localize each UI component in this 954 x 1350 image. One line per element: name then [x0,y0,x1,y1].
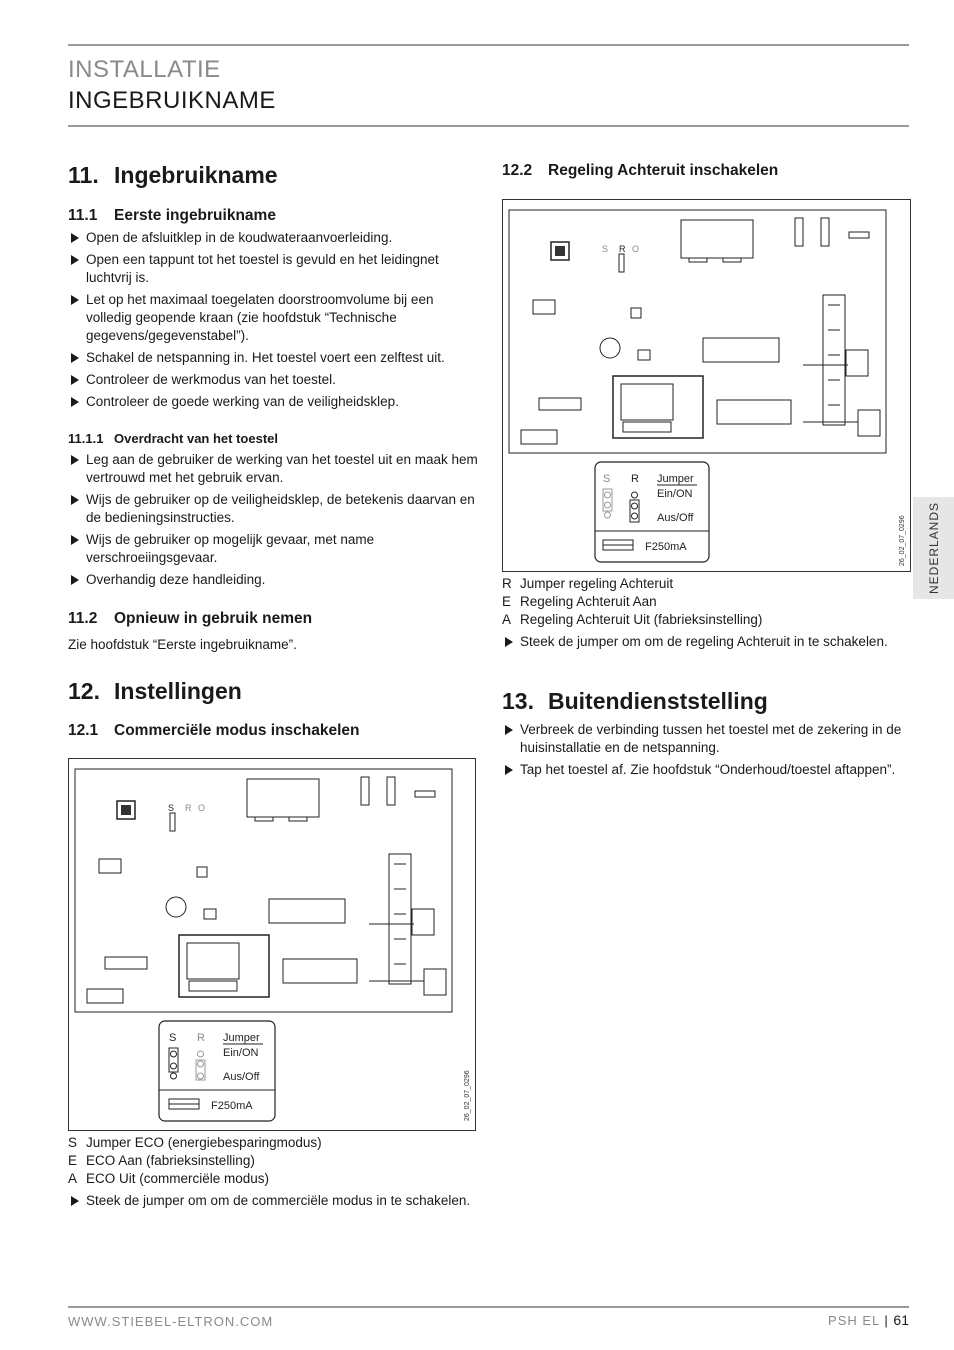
legend-item: E Regeling Achteruit Aan [502,594,657,609]
pcb-part [415,791,435,797]
legend-item: R Jumper regeling Achteruit [502,576,674,591]
list-item: Controleer de goede werking van de veiligheidsklep. [68,393,478,411]
language-tab [913,497,954,599]
pcb-part [689,258,707,262]
board-fuse [189,981,237,991]
section-12-1-heading: 12.1 Commerciële modus inschakelen [68,722,360,739]
pcb-connector [539,398,581,410]
pcb-part [638,350,650,360]
list-item: Overhandig deze handleiding. [68,571,478,589]
header-bottom-rule [68,125,909,127]
jumper-pin [605,502,611,508]
pcb-part [795,218,803,246]
legend-item: S Jumper ECO (energiebesparingmodus) [68,1135,322,1150]
pcb-part [197,867,207,877]
footer-url: WWW.STIEBEL-ELTRON.COM [68,1314,274,1329]
section-11-1 [68,207,478,415]
microchip-core [121,805,131,815]
legend-item: E ECO Aan (fabrieksinstelling) [68,1153,255,1168]
list-item: Wijs de gebruiker op de veiligheidsklep, de betekenis daarvan en de bedieningsinstructies. [68,491,478,527]
list-item: Let op het maximaal toegelaten doorstroomvolume bij een volledig geopende kraan (zie hoofdstuk “Technische gegevens/gegevenstabel”). [68,291,478,345]
legend-item: A Regeling Achteruit Uit (fabrieksinstelling) [502,612,763,627]
detail-jumper-label: Jumper [657,473,694,485]
pcb-relay [269,899,345,923]
list-item: Open de afsluitklep in de koudwateraanvoerleiding. [68,229,478,247]
pcb-part [255,817,273,821]
list-item: Steek de jumper om om de commerciële modus in te schakelen. [68,1192,478,1210]
board-fuse [623,422,671,432]
pcb-part [631,308,641,318]
board-jumper-inner [621,384,673,420]
section-11-heading: 11. Ingebruikname [68,162,278,188]
footer-rule [68,1306,909,1308]
pcb-wire [369,924,424,981]
pcb-part [361,777,369,805]
section-11-1-1-heading: 11.1.1 Overdracht van het toestel [68,431,278,446]
pcb-part [521,430,557,444]
jumper-pin [632,492,638,498]
jumper-pin [171,1051,177,1057]
section-12-1-list [68,1192,478,1210]
section-13-list [502,721,907,779]
section-11-2 [68,610,478,654]
pcb-terminals [394,864,406,964]
figure-reverse-jumper [502,199,911,572]
pcb-connector [846,350,868,376]
figure-reverse-legend [502,575,907,655]
pcb-connector [858,410,880,436]
pcb-connector [424,969,446,995]
circuit-board-diagram [503,200,910,571]
pcb-part [289,817,307,821]
jumper-pin [198,1073,204,1079]
detail-off-label: Aus/Off [657,512,694,524]
board-jumper-r [619,254,624,272]
pcb-relay [703,338,779,362]
jumper-s-on [169,1048,178,1072]
board-label-r: R [185,803,192,813]
microchip-core [555,246,565,256]
board-jumper-s [170,813,175,831]
detail-label-r: R [197,1032,205,1044]
footer-separator: | [879,1313,894,1328]
jumper-pin [632,503,638,509]
footer-product: PSH EL [828,1313,880,1328]
list-item: Verbreek de verbinding tussen het toestel met de zekering in de huisinstallatie en de netspanning. [502,721,907,757]
pcb-part [849,232,869,238]
section-11-1-1-list [68,451,478,589]
section-12-2-title [502,162,912,180]
section-11-2-heading: 11.2 Opnieuw in gebruik nemen [68,610,313,627]
circuit-board-diagram [69,759,475,1130]
section-11-1-1 [68,431,478,593]
pcb-connector [412,909,434,935]
header-section-title: INSTALLATIE [68,56,221,83]
figure-code: 26_02_07_0296 [464,1070,471,1121]
footer-page-number: 61 [893,1312,909,1328]
jumper-pin [198,1061,204,1067]
section-12-heading: 12. Instellingen [68,678,242,704]
detail-fuse-label: F250mA [645,541,687,553]
display-window [681,220,753,258]
pcb-part [723,258,741,262]
pcb-part [533,300,555,314]
pcb-connector [105,957,147,969]
section-12-2-heading: 12.2 Regeling Achteruit inschakelen [502,162,779,179]
board-jumper-panel [613,376,703,438]
section-12 [68,678,478,705]
figure-code: 26_02_07_0296 [899,515,906,566]
section-13 [502,688,907,783]
pcb-part [87,989,123,1003]
header-page-title: INGEBRUIKNAME [68,87,276,114]
list-item: Controleer de werkmodus van het toestel. [68,371,478,389]
detail-label-s: S [169,1032,177,1044]
footer-page-info [828,1312,909,1328]
jumper-pin [171,1073,177,1079]
detail-off-label: Aus/Off [223,1071,260,1083]
detail-jumper-label: Jumper [223,1032,260,1044]
board-jumper-inner [187,943,239,979]
section-11-1-heading: 11.1 Eerste ingebruikname [68,207,276,224]
pcb-capacitor [600,338,620,358]
pcb-relay [283,959,357,983]
pcb-part [204,909,216,919]
section-13-heading: 13. Buitendienststelling [502,688,768,714]
list-item: Leg aan de gebruiker de werking van het toestel uit en maak hem vertrouwd met het gebruik ervan. [68,451,478,487]
list-item: Wijs de gebruiker op mogelijk gevaar, met name verschroeiingsgevaar. [68,531,478,567]
jumper-pin [605,512,611,518]
figure-eco-jumper [68,758,476,1131]
board-label-s: S [168,803,175,813]
pcb-part [821,218,829,246]
section-12-1-title [68,722,478,740]
pcb-part [99,859,121,873]
board-jumper-panel [179,935,269,997]
jumper-pin [605,492,611,498]
header-top-rule [68,44,909,46]
section-12-2-list [502,633,907,651]
language-tab-label: NEDERLANDS [926,501,941,595]
list-item: Schakel de netspanning in. Het toestel voert een zelftest uit. [68,349,478,367]
section-11 [68,162,478,189]
pcb-terminals [828,305,840,405]
list-item: Open een tappunt tot het toestel is gevuld en het leidingnet luchtvrij is. [68,251,478,287]
detail-fuse-label: F250mA [211,1100,253,1112]
board-label-o: O [198,803,206,813]
list-item: Tap het toestel af. Zie hoofdstuk “Onderhoud/toestel aftappen”. [502,761,907,779]
pcb-wire [803,365,858,422]
pcb-capacitor [166,897,186,917]
jumper-pin [632,513,638,519]
jumper-pin [198,1051,204,1057]
legend-item: A ECO Uit (commerciële modus) [68,1171,270,1186]
detail-label-r: R [631,473,639,485]
list-item: Steek de jumper om om de regeling Achteruit in te schakelen. [502,633,907,651]
section-11-1-list [68,229,478,411]
pcb-part [387,777,395,805]
pcb-relay [717,400,791,424]
display-window [247,779,319,817]
figure-eco-legend [68,1134,478,1214]
detail-label-s: S [603,473,611,485]
detail-on-label: Ein/ON [657,488,693,500]
board-label-s: S [602,244,609,254]
detail-on-label: Ein/ON [223,1047,259,1059]
jumper-pin [171,1063,177,1069]
section-11-2-text: Zie hoofdstuk “Eerste ingebruikname”. [68,637,297,652]
board-label-o: O [632,244,640,254]
board-label-r: R [619,244,626,254]
